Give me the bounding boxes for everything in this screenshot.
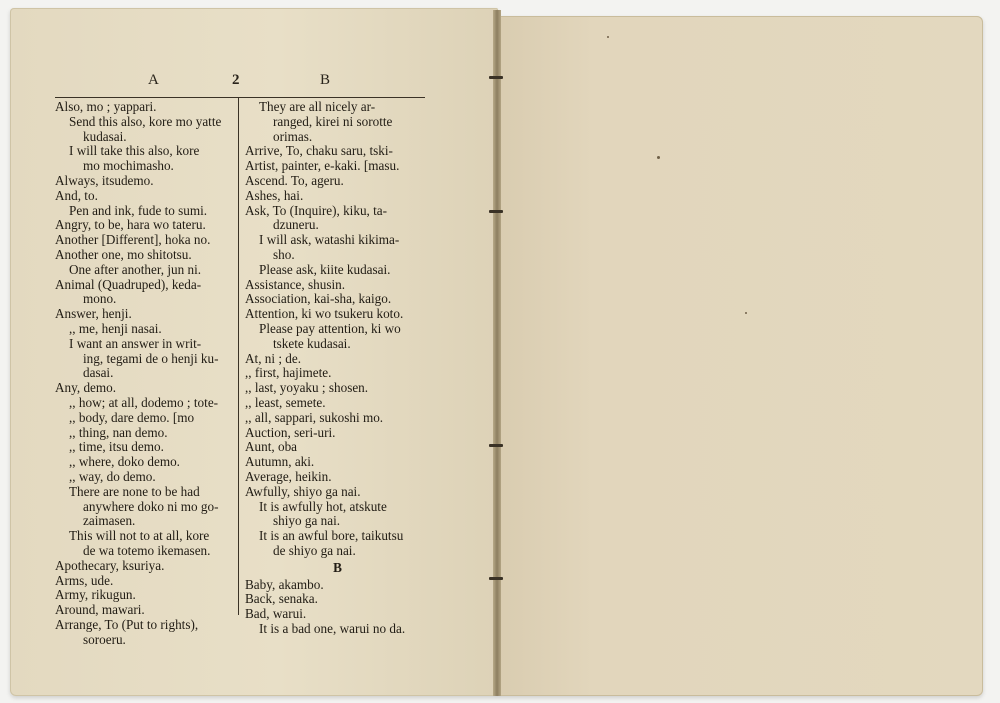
entry-line: There are none to be had: [69, 483, 200, 499]
entry-line: anywhere doko ni mo go-: [83, 498, 219, 514]
entry-line: I will take this also, kore: [69, 143, 200, 159]
entry-line: Awfully, shiyo ga nai.: [245, 483, 361, 499]
entry-line: Baby, akambo.: [245, 576, 324, 592]
entry-line: ing, tegami de o henji ku-: [83, 350, 219, 366]
entry-line: This will not to at all, kore: [69, 528, 210, 544]
entry-line: ,, thing, nan demo.: [69, 424, 168, 440]
entry-line: Army, rikugun.: [55, 587, 136, 603]
entry-line: ranged, kirei ni sorotte: [273, 113, 393, 129]
entry-line: mo mochimasho.: [83, 158, 174, 174]
entry-line: It is an awful bore, taikutsu: [259, 528, 404, 544]
entry-line: ,, body, dare demo. [mo: [69, 409, 195, 425]
column-a: [55, 100, 235, 647]
entry-line: de wa totemo ikemasen.: [83, 542, 211, 558]
entry-line: Average, heikin.: [245, 468, 332, 484]
entry-line: Send this also, kore mo yatte: [69, 113, 222, 129]
entry-line: Assistance, shusin.: [245, 276, 346, 292]
entry-line: soroeru.: [83, 631, 126, 647]
entry-line: Animal (Quadruped), keda-: [55, 276, 202, 292]
section-letter: B: [333, 559, 342, 575]
entry-line: Ashes, hai.: [245, 187, 304, 203]
header-right-letter: B: [320, 72, 331, 88]
staple-mark: [489, 210, 503, 213]
entry-line: ,, me, henji nasai.: [69, 320, 162, 336]
entry-line: At, ni ; de.: [245, 350, 302, 366]
ink-spot: [607, 36, 609, 38]
column-b: [245, 100, 430, 637]
entry-line: ,, last, yoyaku ; shosen.: [245, 380, 369, 396]
column-divider: [238, 97, 239, 615]
staple-mark: [489, 577, 503, 580]
entry-line: ,, time, itsu demo.: [69, 439, 164, 455]
entry-line: ,, where, doko demo.: [69, 454, 180, 470]
entry-line: ,, least, semete.: [245, 394, 326, 410]
entry-line: mono.: [83, 291, 117, 307]
entry-line: Another one, mo shitotsu.: [55, 246, 192, 262]
header-rule: [55, 97, 425, 98]
entry-line: zaimasen.: [83, 513, 136, 529]
entry-line: Please pay attention, ki wo: [259, 320, 401, 336]
entry-line: sho.: [273, 246, 295, 262]
right-page: [497, 16, 983, 696]
entry-line: de shiyo ga nai.: [273, 542, 356, 558]
staple-mark: [489, 444, 503, 447]
entry-line: Apothecary, ksuriya.: [55, 557, 165, 573]
entry-line: And, to.: [55, 187, 98, 203]
entry-line: Arms, ude.: [55, 572, 114, 588]
entry-line: They are all nicely ar-: [259, 99, 376, 114]
header-left-letter: A: [148, 72, 159, 88]
page-number: 2: [232, 72, 240, 88]
entry-line: One after another, jun ni.: [69, 261, 202, 277]
entry-line: Answer, henji.: [55, 306, 132, 322]
entry-line: Angry, to be, hara wo tateru.: [55, 217, 206, 233]
page-header: [10, 72, 498, 90]
entry-line: I want an answer in writ-: [69, 335, 202, 351]
entry-line: ,, all, sappari, sukoshi mo.: [245, 409, 384, 425]
entry-line: Always, itsudemo.: [55, 172, 154, 188]
entry-line: Bad, warui.: [245, 606, 307, 622]
entry-line: Arrange, To (Put to rights),: [55, 616, 199, 632]
book-spine: [493, 10, 501, 696]
entry-line: Another [Different], hoka no.: [55, 232, 211, 248]
entry-line: Auction, seri-uri.: [245, 424, 336, 440]
ink-spot: [745, 312, 747, 314]
entry-line: It is awfully hot, atskute: [259, 498, 387, 514]
entry-line: It is a bad one, warui no da.: [259, 620, 406, 636]
entry-line: Please ask, kiite kudasai.: [259, 261, 391, 277]
entry-line: ,, how; at all, dodemo ; tote-: [69, 394, 219, 410]
entry-line: dzuneru.: [273, 217, 319, 233]
entry-line: Also, mo ; yappari.: [55, 99, 157, 114]
entry-line: Around, mawari.: [55, 602, 145, 618]
entry-line: I will ask, watashi kikima-: [259, 232, 400, 248]
entry-line: shiyo ga nai.: [273, 513, 341, 529]
entry-line: Association, kai-sha, kaigo.: [245, 291, 392, 307]
entry-line: Artist, painter, e-kaki. [masu.: [245, 158, 400, 174]
entry-line: ,, first, hajimete.: [245, 365, 332, 381]
entry-line: Attention, ki wo tsukeru koto.: [245, 306, 404, 322]
entry-line: Aunt, oba: [245, 439, 298, 455]
entry-line: Autumn, aki.: [245, 454, 315, 470]
entry-line: Pen and ink, fude to sumi.: [69, 202, 208, 218]
entry-line: Back, senaka.: [245, 591, 318, 607]
entry-line: ,, way, do demo.: [69, 468, 156, 484]
entry-line: kudasai.: [83, 128, 127, 144]
entry-line: orimas.: [273, 128, 313, 144]
entry-line: Arrive, To, chaku saru, tski-: [245, 143, 393, 159]
entry-line: Ascend. To, ageru.: [245, 172, 344, 188]
entry-line: Ask, To (Inquire), kiku, ta-: [245, 202, 388, 218]
entry-line: Any, demo.: [55, 380, 117, 396]
ink-spot: [657, 156, 660, 159]
entry-line: dasai.: [83, 365, 114, 381]
entry-line: tskete kudasai.: [273, 335, 351, 351]
